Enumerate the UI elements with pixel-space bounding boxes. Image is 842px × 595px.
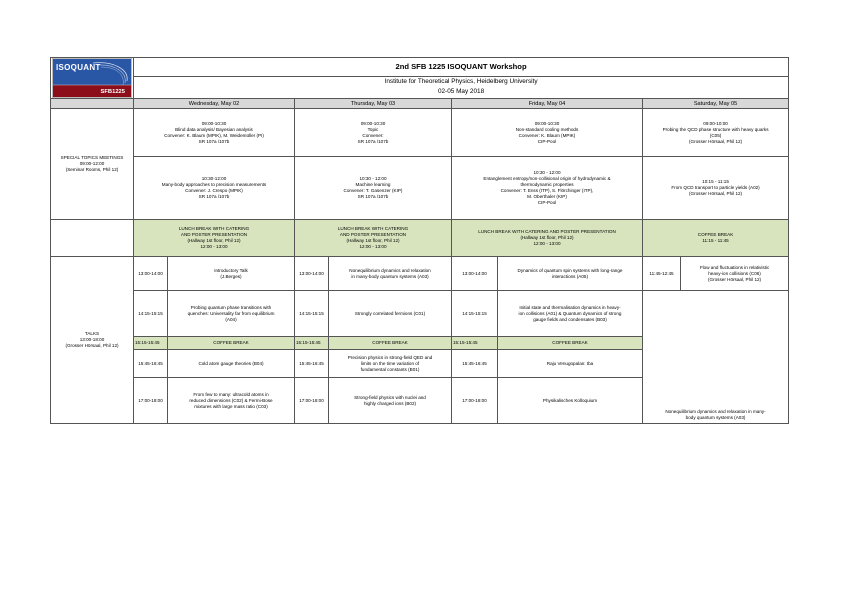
talk-thu-4 <box>329 378 452 424</box>
session-title: thermodynamic properties <box>520 182 574 187</box>
talk-line: Nonequilibrium dynamics and relaxation in many- <box>665 409 766 414</box>
special-label-line: 09:00-12:00 <box>79 161 105 166</box>
talk-thu-2 <box>329 291 452 337</box>
session-room: SR 107a /107b <box>357 138 389 144</box>
session-convener: Convener: K. Blaum (MPIK), M. Weidemüller (PI) <box>164 132 264 138</box>
talk-fri-3 <box>498 350 643 378</box>
talk-time: 15:45-16:45 <box>452 350 498 378</box>
session-time: 10:30 - 12:00 <box>533 170 561 175</box>
coffee-fri: COFFEE BREAK <box>498 337 643 350</box>
header-subtitle <box>134 76 789 98</box>
session-room: SR 107a /107b <box>198 194 230 199</box>
lunch-line: LUNCH BREAK WITH CATERING <box>337 226 409 231</box>
talk-line: Strong-field physics with nuclei and <box>354 394 426 400</box>
session-title: Machine learning <box>355 182 391 187</box>
session-room: SR 107a /107b <box>198 138 230 144</box>
session-time: 10:15 - 11:15 <box>702 179 729 184</box>
coffee-time: 15:15-15:45 <box>452 337 498 350</box>
talk-thu-1 <box>329 257 452 291</box>
workshop-title: 2nd SFB 1225 ISOQUANT Workshop <box>134 58 789 77</box>
lunch-line: (Hallway 1st floor, Phil 12) <box>346 238 400 243</box>
talk-line: body quantum systems (A03) <box>685 415 746 420</box>
session-convener: Convener: J. Crespo (MPIK) <box>185 188 243 193</box>
corner-cell <box>51 99 134 109</box>
talk-line: (A04) <box>225 316 237 322</box>
session-title: Probing the QCD phase structure with heavy quarks <box>662 126 769 132</box>
talk-line: limits on the time variation of <box>360 360 420 366</box>
session-time: 10:30 - 12:00 <box>359 176 387 181</box>
workshop-dates: 02-05 May 2018 <box>437 88 485 96</box>
session-sat-late <box>643 157 789 220</box>
coffee-line: 11:15 - 11:45 <box>702 238 729 243</box>
talk-fri-4 <box>498 378 643 424</box>
talk-sat-bottom <box>643 291 789 424</box>
talk-line: heavy-ion collisions (C06) <box>708 270 761 276</box>
session-room: CIP-Pool <box>537 138 557 144</box>
special-label-line: SPECIAL TOPICS MEETINGS <box>60 155 124 160</box>
talk-time: 15:45-16:45 <box>295 350 329 378</box>
talk-time: 17:00-18:00 <box>295 378 329 424</box>
session-title: Many-body approaches to precision measurements <box>161 182 267 187</box>
talk-time: 14:15-15:15 <box>134 291 168 337</box>
lunch-line: 12:00 - 13:00 <box>533 241 561 246</box>
day-header-wed: Wednesday, May 02 <box>134 99 295 109</box>
talk-line: fundamental constants (B01) <box>360 366 420 372</box>
session-code: (C05) <box>709 132 722 138</box>
logo-subtext: SFB1225 <box>100 89 125 95</box>
lunch-line: LUNCH BREAK WITH CATERING <box>178 226 250 231</box>
talk-line: Raju Venugopalan: tba <box>546 360 594 366</box>
session-fri-morning <box>452 109 643 157</box>
talk-line: Dynamics of quantum spin systems with long-range <box>517 267 623 273</box>
session-time: 09:00-10:00 <box>703 120 728 126</box>
schedule-table <box>50 57 789 424</box>
session-wed-late <box>134 157 295 220</box>
talk-line: highly charged ions (B02) <box>363 400 417 406</box>
lunch-line: AND POSTER PRESENTATION <box>180 232 248 237</box>
session-room: (Grosser Hörsaal, Phil 12) <box>688 191 743 196</box>
talk-time: 13:00-14:00 <box>452 257 498 291</box>
session-title: Topic <box>367 126 379 132</box>
talk-time: 14:15-15:15 <box>295 291 329 337</box>
talk-line: Probing quantum phase transitions with <box>190 304 272 310</box>
session-thu-late <box>295 157 452 220</box>
talk-line: Nonequilibrium dynamics and relaxation <box>349 267 431 273</box>
lunch-thu <box>295 220 452 257</box>
session-convener: Convener: T. Gasenzer (KIP) <box>343 188 403 193</box>
talk-line: Physikalisches Kolloquium <box>542 397 598 403</box>
talk-line: in many-body quantum systems (A03) <box>351 273 429 279</box>
talk-line: Introductory Talk <box>214 267 248 273</box>
talk-time: 13:00-14:00 <box>134 257 168 291</box>
talk-time: 13:00-14:00 <box>295 257 329 291</box>
session-time: 09:00-10:30 <box>360 120 386 126</box>
lunch-line: (Hallway 1st floor, Phil 12) <box>187 238 241 243</box>
talk-line: quenches: Universality far from equilibrium <box>187 310 275 316</box>
session-fri-late <box>452 157 643 220</box>
talk-line: (J.Berges) <box>220 273 242 279</box>
talk-line: Initial state and thermalisation dynamics in heavy- <box>519 304 621 310</box>
talk-time: 17:00-18:00 <box>452 378 498 424</box>
coffee-thu: COFFEE BREAK <box>329 337 452 350</box>
talk-line: gauge fields and condensates (B03) <box>533 316 607 322</box>
lunch-label-cell <box>51 220 134 257</box>
talks-label <box>51 257 134 424</box>
day-header-fri: Friday, May 04 <box>452 99 643 109</box>
coffee-sat <box>643 220 789 257</box>
talks-label-line: TALKS <box>84 331 100 336</box>
talks-label-line: 13:00-18:00 <box>79 337 105 342</box>
logo-text: ISOQUANT <box>56 63 101 72</box>
talk-line: interactions (A05) <box>551 273 588 279</box>
session-wed-morning <box>134 109 295 157</box>
lunch-line: 12:00 - 13:00 <box>359 244 387 249</box>
talk-fri-2 <box>498 291 643 337</box>
session-room: CIP-Pool <box>537 200 557 205</box>
talk-time: 14:15-15:15 <box>452 291 498 337</box>
talk-wed-1 <box>168 257 295 291</box>
session-convener: M. Oberthaler (KIP) <box>527 194 567 199</box>
talk-line: (Grosser Hörsaal, Phil 12) <box>707 276 762 282</box>
session-title: Non-standard cooling methods <box>515 126 579 132</box>
session-room: SR 107a /107b <box>357 194 389 199</box>
institute-name: Institute for Theoretical Physics, Heidelberg University <box>384 78 538 86</box>
talk-line: ion collisions (A01) & Quantum dynamics of strong <box>518 310 622 316</box>
talk-thu-3 <box>329 350 452 378</box>
day-header-thu: Thursday, May 03 <box>295 99 452 109</box>
session-time: 10:30-12:00 <box>201 176 227 181</box>
coffee-time: 15:15-15:45 <box>134 337 168 350</box>
coffee-line: COFFEE BREAK <box>697 232 734 237</box>
lunch-line: LUNCH BREAK WITH CATERING AND POSTER PRESENTATION <box>478 229 616 234</box>
day-header-sat: Saturday, May 05 <box>643 99 789 109</box>
session-title: Blind data analysis/ Bayesian analysis <box>175 126 253 132</box>
logo-cell <box>51 58 134 99</box>
coffee-wed: COFFEE BREAK <box>168 337 295 350</box>
talk-wed-4 <box>168 378 295 424</box>
session-convener: Convener: T. Enss (ITP), S. Flörchinger (ITP), <box>500 188 594 193</box>
talk-line: From few to many: ultracold atoms in <box>193 391 269 397</box>
session-time: 09:00-10:30 <box>201 120 227 126</box>
talk-time: 15:45-16:45 <box>134 350 168 378</box>
talk-fri-1 <box>498 257 643 291</box>
talk-wed-3 <box>168 350 295 378</box>
talk-time: 17:00-18:00 <box>134 378 168 424</box>
session-room: (Grosser Hörsaal, Phil 12) <box>688 138 743 144</box>
talk-line: Flow and fluctuations in relativistic <box>699 264 770 270</box>
coffee-time: 15:15-15:45 <box>295 337 329 350</box>
session-convener: Convener: <box>362 132 384 138</box>
lunch-wed <box>134 220 295 257</box>
session-title: Entanglement entropy/non-collisional origin of hydrodynamic & <box>483 176 611 181</box>
session-thu-morning <box>295 109 452 157</box>
session-convener: Convener: K. Blaum (MPIK) <box>518 132 576 138</box>
talk-line: Precision physics in strong-field QED and <box>347 354 433 360</box>
isoquant-logo <box>52 58 132 98</box>
lunch-line: 12:00 - 13:00 <box>200 244 228 249</box>
talk-line: Strongly correlated fermions (C01) <box>354 310 426 316</box>
talk-line: mixtures with large mass ratio (C03) <box>194 403 268 409</box>
special-topics-label <box>51 109 134 220</box>
talk-time: 11:45-12:45 <box>643 257 681 291</box>
session-title: From QCD transport to particle yields (A02) <box>671 185 760 190</box>
special-label-line: (Seminar Rooms, Phil 12) <box>65 167 119 172</box>
talk-line: reduced dimensions (C02) & Fermi-Bose <box>189 397 273 403</box>
talk-line: Cold atom gauge theories (B04) <box>198 360 264 366</box>
session-sat-morning <box>643 109 789 157</box>
lunch-fri <box>452 220 643 257</box>
talk-sat-1 <box>681 257 789 291</box>
lunch-line: (Hallway 1st floor, Phil 12) <box>520 235 574 240</box>
talk-wed-2 <box>168 291 295 337</box>
talks-label-line: (Grosser Hörsaal, Phil 12) <box>65 343 119 348</box>
lunch-line: AND POSTER PRESENTATION <box>339 232 407 237</box>
session-time: 09:00-10:30 <box>534 120 560 126</box>
